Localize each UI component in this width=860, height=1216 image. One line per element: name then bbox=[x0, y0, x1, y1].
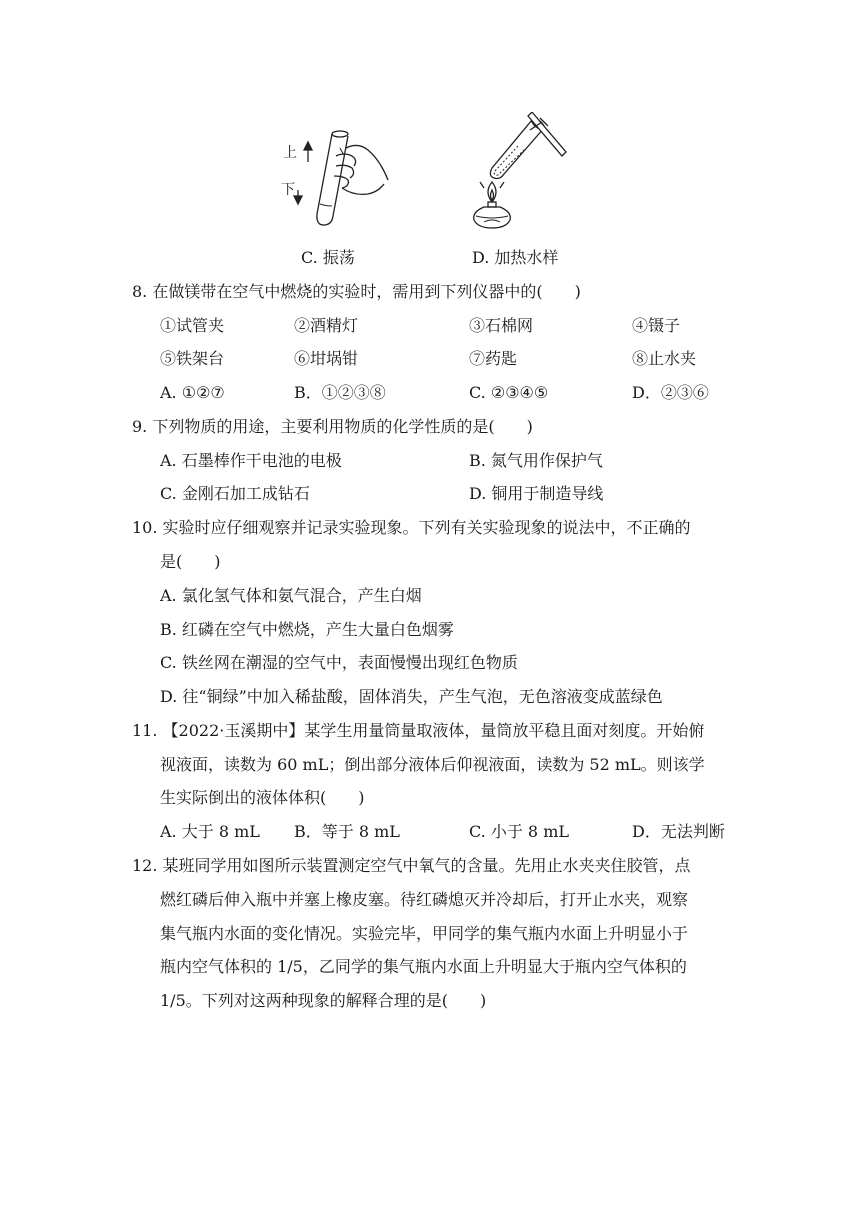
q8-item: ⑥坩埚钳 bbox=[294, 349, 359, 368]
q8-item: ⑧止水夹 bbox=[632, 349, 697, 368]
q12-stem-line2: 燃红磷后伸入瓶中并塞上橡皮塞。待红磷熄灭并冷却后，打开止水夹，观察 bbox=[160, 890, 689, 909]
q8-item: ④镊子 bbox=[632, 316, 681, 335]
up-label: 上 bbox=[283, 145, 297, 161]
q8-option-b: B．①②③⑧ bbox=[294, 383, 386, 402]
q11-stem-line1: 11. 【2022·玉溪期中】某学生用量筒量取液体，量筒放平稳且面对刻度。开始俯 bbox=[132, 721, 705, 740]
q12-stem-line1: 12. 某班同学用如图所示装置测定空气中氧气的含量。先用止水夹夹住胶管，点 bbox=[132, 856, 691, 875]
q11-option-c: C. 小于 8 mL bbox=[469, 822, 569, 841]
q8-item: ⑤铁架台 bbox=[160, 349, 225, 368]
q10-option-d: D. 往“铜绿”中加入稀盐酸，固体消失，产生气泡，无色溶液变成蓝绿色 bbox=[160, 687, 663, 706]
figure-c-shaking bbox=[280, 122, 395, 234]
q12-stem-line4: 瓶内空气体积的 1/5，乙同学的集气瓶内水面上升明显大于瓶内空气体积的 bbox=[160, 957, 687, 976]
q8-item: ③石棉网 bbox=[469, 316, 534, 335]
q12-stem-line3: 集气瓶内水面的变化情况。实验完毕，甲同学的集气瓶内水面上升明显小于 bbox=[160, 924, 689, 943]
q8-item: ②酒精灯 bbox=[294, 316, 359, 335]
q10-option-b: B. 红磷在空气中燃烧，产生大量白色烟雾 bbox=[160, 620, 454, 639]
q8-item: ⑦药匙 bbox=[469, 349, 518, 368]
figure-c-caption: C. 振荡 bbox=[301, 248, 355, 267]
q11-option-b: B．等于 8 mL bbox=[294, 822, 400, 841]
q9-stem: 9. 下列物质的用途，主要利用物质的化学性质的是( ) bbox=[132, 417, 533, 436]
q11-option-d: D．无法判断 bbox=[632, 822, 725, 841]
q12-stem-line5: 1/5。下列对这两种现象的解释合理的是( ) bbox=[160, 991, 487, 1010]
q10-stem-line1: 10. 实验时应仔细观察并记录实验现象。下列有关实验现象的说法中，不正确的 bbox=[132, 518, 691, 537]
down-label: 下 bbox=[281, 182, 295, 198]
shaking-test-tube-illustration bbox=[280, 122, 395, 234]
q10-option-c: C. 铁丝网在潮湿的空气中，表面慢慢出现红色物质 bbox=[160, 653, 518, 672]
q11-stem-line3: 生实际倒出的液体体积( ) bbox=[160, 788, 365, 807]
q11-option-a: A. 大于 8 mL bbox=[160, 822, 260, 841]
q8-item: ①试管夹 bbox=[160, 316, 225, 335]
q11-stem-line2: 视液面，读数为 60 mL；倒出部分液体后仰视液面，读数为 52 mL。则该学 bbox=[160, 755, 705, 774]
q9-option-a: A. 石墨棒作干电池的电极 bbox=[160, 451, 342, 470]
q8-option-a: A. ①②⑦ bbox=[160, 383, 225, 402]
q9-option-d: D. 铜用于制造导线 bbox=[469, 484, 604, 503]
figure-d-caption: D. 加热水样 bbox=[472, 248, 559, 267]
heating-test-tube-illustration bbox=[470, 112, 585, 230]
q10-stem-line2: 是( ) bbox=[160, 552, 221, 571]
q9-option-b: B. 氮气用作保护气 bbox=[469, 451, 603, 470]
q8-option-d: D．②③⑥ bbox=[632, 383, 709, 402]
q8-stem: 8. 在做镁带在空气中燃烧的实验时，需用到下列仪器中的( ) bbox=[132, 282, 581, 301]
q10-option-a: A. 氯化氢气体和氨气混合，产生白烟 bbox=[160, 586, 422, 605]
q9-option-c: C. 金刚石加工成钻石 bbox=[160, 484, 310, 503]
q8-option-c: C. ②③④⑤ bbox=[469, 383, 549, 402]
figure-d-heating bbox=[470, 112, 585, 230]
